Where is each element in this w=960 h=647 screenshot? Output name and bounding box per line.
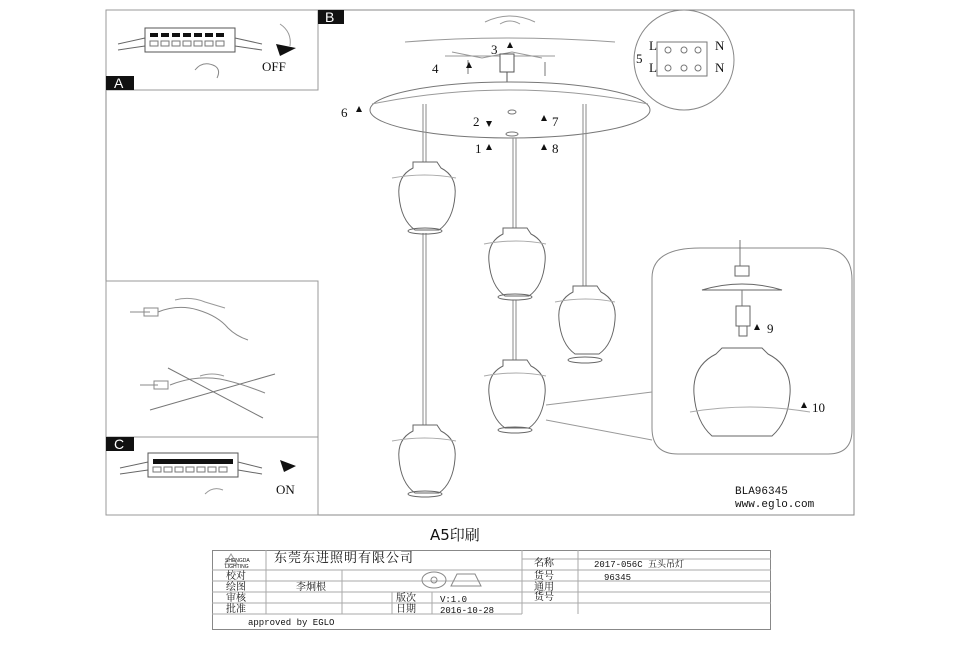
approved-by: approved by EGLO bbox=[248, 618, 335, 628]
callout-4: 4 bbox=[432, 61, 439, 76]
on-label: ON bbox=[276, 482, 295, 497]
drawn-by: 李炯根 bbox=[296, 582, 326, 593]
terminal-block-detail bbox=[634, 10, 734, 110]
name-value: 2017-056C 五头吊灯 bbox=[594, 560, 685, 570]
version-value: V:1.0 bbox=[440, 595, 468, 605]
terminal-n2: N bbox=[715, 60, 725, 75]
inset-label-c: C bbox=[114, 436, 125, 452]
callout-2: 2 bbox=[473, 114, 480, 129]
callout-3: 3 bbox=[491, 42, 498, 57]
terminal-n1: N bbox=[715, 38, 725, 53]
date-value: 2016-10-28 bbox=[440, 606, 495, 616]
version-label: 版次 bbox=[396, 593, 416, 604]
terminal-l1: L bbox=[649, 38, 657, 53]
off-label: OFF bbox=[262, 59, 286, 74]
general-label-line-2: 货号 bbox=[534, 592, 554, 603]
shade-3 bbox=[555, 286, 615, 363]
callout-9: 9 bbox=[767, 321, 774, 336]
website-url: www.eglo.com bbox=[735, 499, 815, 511]
callout-6: 6 bbox=[341, 105, 348, 120]
shade-1 bbox=[392, 162, 456, 234]
shade-5 bbox=[392, 425, 456, 497]
general-label bbox=[534, 583, 554, 603]
logo-text bbox=[225, 558, 250, 570]
drawn-label: 绘图 bbox=[226, 582, 246, 593]
general-label-line-1: 通用 bbox=[534, 582, 554, 593]
inset-wire-connection bbox=[106, 281, 318, 437]
shade-2 bbox=[484, 228, 546, 300]
glass-shades bbox=[392, 162, 615, 497]
name-label: 名称 bbox=[534, 558, 554, 569]
print-format: A5印刷 bbox=[430, 526, 480, 544]
company-name: 东莞东进照明有限公司 bbox=[274, 551, 415, 566]
logo-text-line-1: SHENGDA bbox=[225, 558, 250, 564]
title-block bbox=[212, 550, 771, 630]
shade-4 bbox=[484, 360, 546, 433]
approved-label: 批准 bbox=[226, 604, 246, 615]
inset-switch-on bbox=[106, 436, 318, 515]
callout-10: 10 bbox=[812, 400, 825, 415]
callout-5: 5 bbox=[636, 51, 643, 66]
inset-switch-off bbox=[106, 9, 344, 91]
canopy bbox=[370, 82, 650, 138]
item-no-value: 96345 bbox=[604, 573, 632, 583]
reviewed-label: 审核 bbox=[226, 593, 246, 604]
callout-1: 1 bbox=[475, 141, 482, 156]
model-code: BLA96345 bbox=[735, 486, 788, 498]
callout-8: 8 bbox=[552, 141, 559, 156]
model-and-website bbox=[735, 486, 814, 512]
inset-label-a: A bbox=[114, 75, 124, 91]
item-no-label: 货号 bbox=[534, 571, 554, 582]
checked-label: 校对 bbox=[226, 571, 246, 582]
terminal-l2: L bbox=[649, 60, 657, 75]
date-label: 日期 bbox=[396, 604, 416, 615]
logo-text-line-2: LIGHTING bbox=[225, 564, 249, 570]
callout-7: 7 bbox=[552, 114, 559, 129]
inset-label-b: B bbox=[325, 9, 335, 25]
